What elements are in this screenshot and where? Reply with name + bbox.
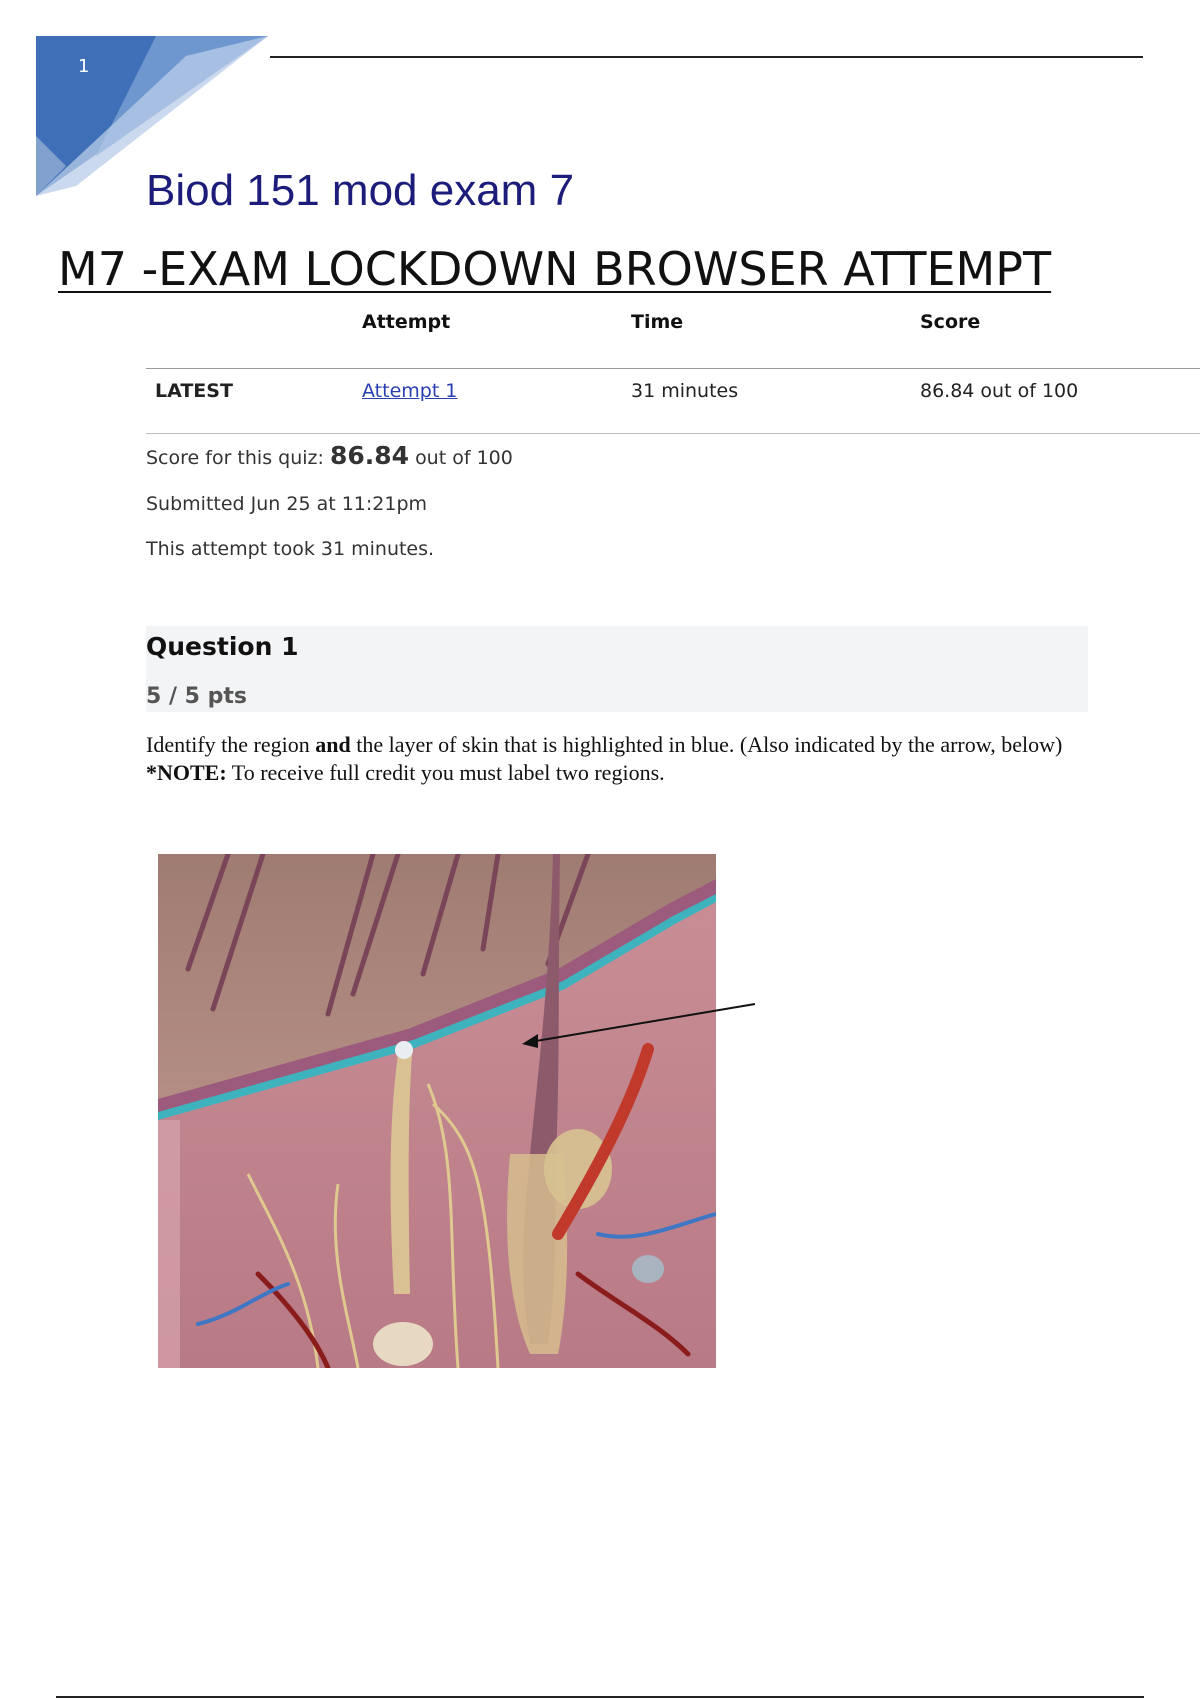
page-heading: M7 -EXAM LOCKDOWN BROWSER ATTEMPT	[58, 242, 1052, 296]
question-text-part: Identify the region	[146, 732, 316, 757]
question-text-bold: and	[315, 732, 351, 757]
submitted-time: Submitted Jun 25 at 11:21pm	[146, 493, 428, 515]
table-row-divider	[146, 433, 1200, 434]
question-text-part: To receive full credit you must label two regions.	[226, 760, 665, 785]
attempt-duration: This attempt took 31 minutes.	[146, 538, 435, 560]
question-note-label: *NOTE:	[146, 760, 227, 785]
quiz-score-line	[146, 441, 513, 470]
column-header-attempt: Attempt	[362, 311, 451, 333]
column-header-score: Score	[920, 311, 981, 333]
column-header-time: Time	[631, 311, 684, 333]
pointer-arrow	[500, 990, 770, 1060]
table-header-divider	[146, 368, 1200, 369]
score-suffix: out of 100	[415, 447, 513, 469]
attempt-link[interactable]: Attempt 1	[362, 380, 458, 402]
page-number: 1	[78, 56, 90, 77]
attempt-score: 86.84 out of 100	[920, 380, 1079, 402]
footer-rule	[56, 1696, 1144, 1698]
attempt-time: 31 minutes	[631, 380, 739, 402]
document-title: Biod 151 mod exam 7	[146, 166, 575, 215]
row-label-latest: LATEST	[155, 380, 233, 402]
score-prefix: Score for this quiz:	[146, 447, 324, 469]
question-points: 5 / 5 pts	[146, 684, 247, 709]
skin-cross-section-image	[158, 854, 716, 1368]
question-title: Question 1	[146, 632, 299, 661]
question-text	[146, 731, 1096, 787]
question-text-part: the layer of skin that is highlighted in blue. (Also indicated by the arrow, below)	[350, 732, 1063, 757]
score-value: 86.84	[329, 441, 410, 470]
header-rule	[270, 56, 1143, 58]
